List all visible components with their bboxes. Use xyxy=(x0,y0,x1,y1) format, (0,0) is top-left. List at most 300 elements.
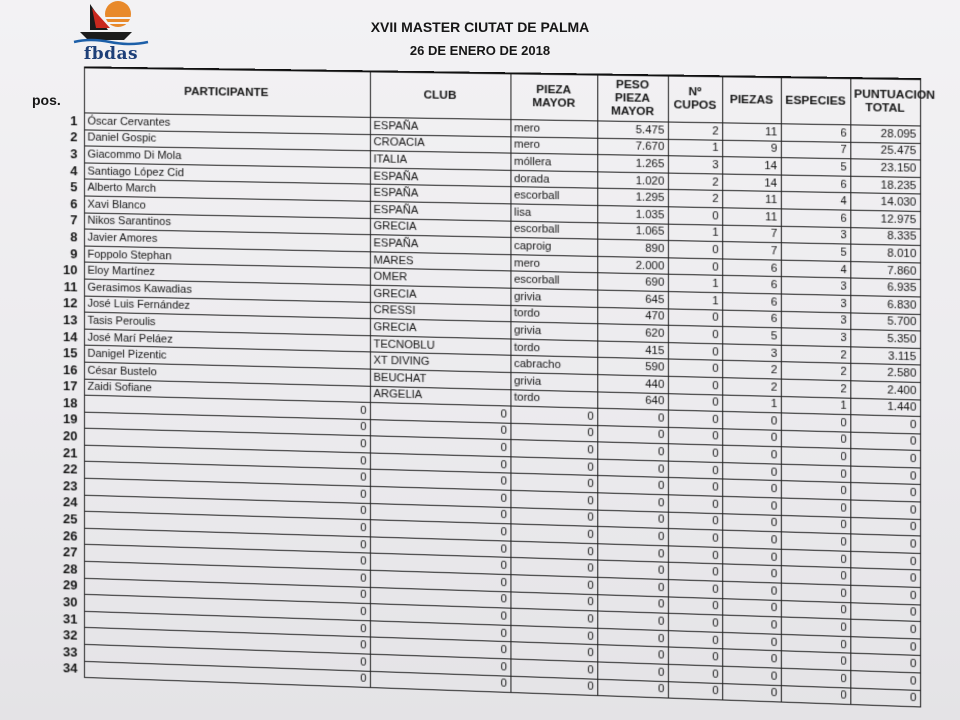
col-header-participante: PARTICIPANTE xyxy=(84,67,370,117)
participant-name: 0 xyxy=(84,395,370,419)
participant-name: 0 xyxy=(84,561,370,587)
num-piezas: 1 xyxy=(722,395,781,413)
row-position: 27 xyxy=(63,544,78,560)
num-piezas: 0 xyxy=(722,666,781,685)
row-position: 11 xyxy=(63,278,78,295)
puntuacion-total: 0 xyxy=(850,619,920,638)
num-especies: 3 xyxy=(781,226,850,244)
club-name: 0 xyxy=(370,671,510,693)
pieza-mayor: 0 xyxy=(510,642,597,662)
participant-name: 0 xyxy=(84,478,370,503)
peso-pieza-mayor: 1.065 xyxy=(597,222,668,240)
num-especies: 0 xyxy=(781,600,850,619)
num-piezas: 0 xyxy=(722,598,781,617)
pieza-mayor: 0 xyxy=(510,558,597,578)
participant-name: Javier Amores xyxy=(84,229,370,251)
num-cupos: 0 xyxy=(668,647,722,666)
num-cupos: 0 xyxy=(668,376,722,394)
club-name: 0 xyxy=(370,587,510,608)
participant-name: 0 xyxy=(84,528,370,553)
row-position: 16 xyxy=(63,361,78,378)
num-cupos: 0 xyxy=(668,410,722,428)
num-piezas: 0 xyxy=(722,513,781,532)
pieza-mayor: 0 xyxy=(510,608,597,628)
participant-name: 0 xyxy=(84,578,370,604)
pieza-mayor: 0 xyxy=(510,575,597,595)
peso-pieza-mayor: 1.035 xyxy=(597,205,668,223)
peso-pieza-mayor: 0 xyxy=(597,560,668,579)
num-piezas: 6 xyxy=(722,310,781,328)
num-cupos: 3 xyxy=(668,156,722,174)
pieza-mayor: escorball xyxy=(510,271,597,290)
participant-name: José Luis Fernández xyxy=(84,296,370,319)
num-especies: 4 xyxy=(781,260,850,278)
peso-pieza-mayor: 590 xyxy=(597,358,668,377)
participant-name: Giacommo Di Mola xyxy=(84,146,370,168)
num-cupos: 0 xyxy=(668,308,722,326)
num-especies: 6 xyxy=(781,124,850,142)
num-especies: 0 xyxy=(781,685,850,704)
num-especies: 2 xyxy=(781,345,850,364)
fbdas-logo xyxy=(70,0,152,62)
puntuacion-total: 0 xyxy=(850,654,920,673)
participant-name: 0 xyxy=(84,495,370,520)
num-cupos: 0 xyxy=(668,359,722,377)
puntuacion-total: 5.700 xyxy=(850,312,920,331)
num-piezas: 3 xyxy=(722,344,781,362)
club-name: 0 xyxy=(370,470,510,491)
peso-pieza-mayor: 0 xyxy=(597,645,668,664)
logo-text: fbdas xyxy=(83,44,139,64)
puntuacion-total: 0 xyxy=(850,551,920,570)
club-name: 0 xyxy=(370,436,510,457)
num-piezas: 0 xyxy=(722,547,781,566)
club-name: GRECIA xyxy=(370,218,510,238)
num-cupos: 0 xyxy=(668,444,722,462)
num-cupos: 1 xyxy=(668,291,722,309)
row-position: 5 xyxy=(70,179,78,195)
num-especies: 0 xyxy=(781,430,850,449)
participant-name: José Marí Peláez xyxy=(84,329,370,352)
participant-name: 0 xyxy=(84,412,370,436)
row-position: 14 xyxy=(63,328,78,344)
num-cupos: 0 xyxy=(668,580,722,599)
participant-name: 0 xyxy=(84,611,370,637)
participant-name: Alberto March xyxy=(84,179,370,201)
num-cupos: 0 xyxy=(668,681,722,700)
participant-name: 0 xyxy=(84,628,370,654)
pieza-mayor: lisa xyxy=(510,204,597,223)
participant-name: 0 xyxy=(84,512,370,537)
num-cupos: 0 xyxy=(668,325,722,343)
puntuacion-total: 8.335 xyxy=(850,227,920,245)
pieza-mayor: 0 xyxy=(510,423,597,442)
col-header-piezas: PIEZAS xyxy=(722,76,781,123)
pieza-mayor: 0 xyxy=(510,659,597,679)
peso-pieza-mayor: 1.295 xyxy=(597,189,668,207)
col-header-peso: PESO PIEZA MAYOR xyxy=(597,75,668,122)
pieza-mayor: caproig xyxy=(510,238,597,257)
club-name: 0 xyxy=(370,403,510,423)
num-piezas: 0 xyxy=(722,615,781,634)
pieza-mayor: 0 xyxy=(510,507,597,526)
num-especies: 0 xyxy=(781,532,850,551)
num-especies: 0 xyxy=(781,481,850,500)
pieza-mayor: tordo xyxy=(510,339,597,358)
num-piezas: 0 xyxy=(722,428,781,447)
num-especies: 7 xyxy=(781,141,850,159)
row-position: 20 xyxy=(63,428,78,444)
peso-pieza-mayor: 0 xyxy=(597,611,668,630)
peso-pieza-mayor: 640 xyxy=(597,391,668,410)
num-piezas: 7 xyxy=(722,242,781,260)
peso-pieza-mayor: 440 xyxy=(597,375,668,394)
row-position: 32 xyxy=(63,627,78,643)
num-cupos: 0 xyxy=(668,495,722,514)
peso-pieza-mayor: 0 xyxy=(597,544,668,563)
puntuacion-total: 0 xyxy=(850,585,920,604)
pieza-mayor: 0 xyxy=(510,524,597,543)
row-position: 19 xyxy=(63,411,78,428)
num-cupos: 2 xyxy=(668,173,722,191)
num-especies: 3 xyxy=(781,294,850,313)
club-name: 0 xyxy=(370,621,510,642)
peso-pieza-mayor: 0 xyxy=(597,577,668,596)
num-especies: 0 xyxy=(781,549,850,568)
num-cupos: 0 xyxy=(668,529,722,548)
num-cupos: 2 xyxy=(668,190,722,208)
puntuacion-total: 3.115 xyxy=(850,347,920,366)
row-position: 15 xyxy=(63,345,78,361)
num-especies: 3 xyxy=(781,328,850,347)
participant-name: César Bustelo xyxy=(84,362,370,386)
participant-name: Gerasimos Kawadias xyxy=(84,279,370,302)
row-position: 33 xyxy=(63,643,78,660)
col-header-total: PUNTUACION TOTAL xyxy=(850,78,920,126)
participant-name: 0 xyxy=(84,644,370,671)
puntuacion-total: 0 xyxy=(850,688,920,708)
pos-header-spacer xyxy=(58,67,84,113)
num-piezas: 11 xyxy=(722,208,781,226)
participant-name: 0 xyxy=(84,445,370,470)
peso-pieza-mayor: 0 xyxy=(597,459,668,478)
num-cupos: 0 xyxy=(668,546,722,565)
row-position: 6 xyxy=(70,195,78,212)
peso-pieza-mayor: 1.265 xyxy=(597,155,668,173)
num-piezas: 0 xyxy=(722,479,781,498)
num-especies: 0 xyxy=(781,515,850,534)
row-position: 9 xyxy=(70,245,78,261)
row-position: 3 xyxy=(70,146,78,162)
peso-pieza-mayor: 0 xyxy=(597,425,668,444)
peso-pieza-mayor: 0 xyxy=(597,408,668,427)
num-especies: 5 xyxy=(781,158,850,176)
num-especies: 0 xyxy=(781,566,850,585)
num-especies: 2 xyxy=(781,362,850,381)
row-position: 30 xyxy=(63,594,78,610)
pieza-mayor: mero xyxy=(510,136,597,154)
num-cupos: 0 xyxy=(668,630,722,649)
club-name: ESPAÑA xyxy=(370,235,510,255)
peso-pieza-mayor: 645 xyxy=(597,290,668,308)
row-position: 18 xyxy=(63,395,78,411)
row-position: 26 xyxy=(63,527,78,544)
num-especies: 0 xyxy=(781,668,850,687)
puntuacion-total: 0 xyxy=(850,449,920,468)
results-table-wrap xyxy=(58,66,936,708)
club-name: CROACIA xyxy=(370,134,510,153)
puntuacion-total: 0 xyxy=(850,671,920,690)
club-name: TECNOBLU xyxy=(370,335,510,355)
puntuacion-total: 2.580 xyxy=(850,364,920,383)
peso-pieza-mayor: 0 xyxy=(597,662,668,681)
page-title: XVII MASTER CIUTAT DE PALMA xyxy=(370,19,590,35)
num-piezas: 7 xyxy=(722,225,781,243)
num-piezas: 0 xyxy=(722,496,781,515)
participant-name: Eloy Martínez xyxy=(84,262,370,285)
num-cupos: 0 xyxy=(668,258,722,276)
peso-pieza-mayor: 415 xyxy=(597,341,668,360)
puntuacion-total: 1.440 xyxy=(850,398,920,417)
row-position: 21 xyxy=(63,444,78,461)
puntuacion-total: 18.235 xyxy=(850,176,920,194)
peso-pieza-mayor: 1.020 xyxy=(597,172,668,190)
participant-name: Tasis Peroulis xyxy=(84,312,370,335)
pieza-mayor: mero xyxy=(510,120,597,138)
num-piezas: 0 xyxy=(722,564,781,583)
puntuacion-total: 0 xyxy=(850,568,920,587)
participant-name: Santiago López Cid xyxy=(84,163,370,185)
num-piezas: 0 xyxy=(722,632,781,651)
num-cupos: 1 xyxy=(668,139,722,157)
num-especies: 0 xyxy=(781,447,850,466)
pieza-mayor: 0 xyxy=(510,625,597,645)
club-name: ESPAÑA xyxy=(370,201,510,220)
num-cupos: 0 xyxy=(668,613,722,632)
peso-pieza-mayor: 2.000 xyxy=(597,256,668,274)
pieza-mayor: 0 xyxy=(510,406,597,425)
puntuacion-total: 0 xyxy=(850,432,920,451)
num-piezas: 0 xyxy=(722,530,781,549)
row-position: 10 xyxy=(63,262,78,278)
pieza-mayor: dorada xyxy=(510,170,597,188)
pieza-mayor: 0 xyxy=(510,490,597,509)
num-piezas: 6 xyxy=(722,259,781,277)
row-position: 12 xyxy=(63,295,78,311)
participant-name: 0 xyxy=(84,428,370,452)
num-cupos: 0 xyxy=(668,393,722,411)
peso-pieza-mayor: 0 xyxy=(597,476,668,495)
club-name: OMER xyxy=(370,268,510,288)
club-name: 0 xyxy=(370,486,510,507)
club-name: ARGELIA xyxy=(370,386,510,406)
participant-name: Zaidi Sofiane xyxy=(84,379,370,403)
num-piezas: 0 xyxy=(722,445,781,464)
num-cupos: 0 xyxy=(668,241,722,259)
peso-pieza-mayor: 0 xyxy=(597,679,668,698)
num-piezas: 14 xyxy=(722,174,781,192)
sailboat-sun-icon xyxy=(70,0,152,46)
puntuacion-total: 0 xyxy=(850,500,920,519)
pieza-mayor: grivia xyxy=(510,322,597,341)
row-position: 25 xyxy=(63,511,78,527)
puntuacion-total: 7.860 xyxy=(850,261,920,280)
results-table xyxy=(58,66,936,708)
participant-name: 0 xyxy=(84,661,370,688)
row-position: 17 xyxy=(63,378,78,394)
event-date: 26 DE ENERO DE 2018 xyxy=(409,43,551,58)
num-piezas: 0 xyxy=(722,412,781,431)
num-piezas: 0 xyxy=(722,462,781,481)
num-especies: 6 xyxy=(781,209,850,227)
num-cupos: 1 xyxy=(668,275,722,293)
puntuacion-total: 14.030 xyxy=(850,193,920,211)
participant-name: Danigel Pizentic xyxy=(84,345,370,369)
num-piezas: 11 xyxy=(722,123,781,141)
row-position: 31 xyxy=(63,610,78,627)
pieza-mayor: escorball xyxy=(510,221,597,240)
club-name: 0 xyxy=(370,453,510,474)
num-cupos: 0 xyxy=(668,427,722,445)
peso-pieza-mayor: 0 xyxy=(597,493,668,512)
puntuacion-total: 0 xyxy=(850,517,920,536)
puntuacion-total: 0 xyxy=(850,466,920,485)
num-piezas: 5 xyxy=(722,327,781,345)
num-cupos: 0 xyxy=(668,512,722,531)
num-especies: 0 xyxy=(781,583,850,602)
num-piezas: 2 xyxy=(722,361,781,379)
col-header-especies: ESPECIES xyxy=(781,77,850,125)
club-name: ESPAÑA xyxy=(370,184,510,203)
pieza-mayor: grivia xyxy=(510,372,597,391)
row-position: 2 xyxy=(70,129,78,145)
puntuacion-total: 5.350 xyxy=(850,330,920,349)
pieza-mayor: grivia xyxy=(510,288,597,307)
pieza-mayor: mero xyxy=(510,254,597,273)
club-name: 0 xyxy=(370,637,510,659)
num-piezas: 6 xyxy=(722,293,781,311)
num-cupos: 0 xyxy=(668,478,722,496)
pieza-mayor: 0 xyxy=(510,592,597,612)
pieza-mayor: 0 xyxy=(510,457,597,476)
num-especies: 5 xyxy=(781,243,850,261)
club-name: 0 xyxy=(370,554,510,575)
puntuacion-total: 6.935 xyxy=(850,278,920,297)
puntuacion-total: 0 xyxy=(850,483,920,502)
pieza-mayor: móllera xyxy=(510,153,597,171)
pieza-mayor: 0 xyxy=(510,440,597,459)
num-cupos: 0 xyxy=(668,461,722,479)
peso-pieza-mayor: 0 xyxy=(597,510,668,529)
club-name: 0 xyxy=(370,654,510,676)
puntuacion-total: 0 xyxy=(850,636,920,655)
pieza-mayor: 0 xyxy=(510,541,597,561)
num-cupos: 2 xyxy=(668,122,722,140)
peso-pieza-mayor: 0 xyxy=(597,628,668,647)
pieza-mayor: 0 xyxy=(510,474,597,493)
pieza-mayor: 0 xyxy=(510,676,597,696)
row-position: 7 xyxy=(70,212,78,228)
num-especies: 0 xyxy=(781,464,850,483)
puntuacion-total: 23.150 xyxy=(850,159,920,177)
col-header-pieza-mayor: PIEZA MAYOR xyxy=(510,73,597,121)
num-piezas: 0 xyxy=(722,581,781,600)
row-position: 24 xyxy=(63,494,78,511)
row-position: 8 xyxy=(70,229,78,245)
num-cupos: 0 xyxy=(668,563,722,582)
num-especies: 0 xyxy=(781,634,850,653)
num-piezas: 14 xyxy=(722,157,781,175)
participant-name: 0 xyxy=(84,545,370,571)
col-header-club: CLUB xyxy=(370,71,510,119)
club-name: 0 xyxy=(370,419,510,440)
pieza-mayor: escorball xyxy=(510,187,597,205)
row-position: 13 xyxy=(63,312,78,328)
club-name: GRECIA xyxy=(370,319,510,339)
club-name: MARES xyxy=(370,252,510,272)
num-especies: 2 xyxy=(781,379,850,398)
puntuacion-total: 2.400 xyxy=(850,381,920,400)
participant-name: 0 xyxy=(84,595,370,621)
peso-pieza-mayor: 470 xyxy=(597,307,668,326)
puntuacion-total: 6.830 xyxy=(850,295,920,314)
club-name: 0 xyxy=(370,520,510,541)
puntuacion-total: 28.095 xyxy=(850,125,920,143)
club-name: 0 xyxy=(370,570,510,591)
num-especies: 0 xyxy=(781,413,850,432)
club-name: GRECIA xyxy=(370,285,510,305)
club-name: ESPAÑA xyxy=(370,117,510,136)
participant-name: Óscar Cervantes xyxy=(84,113,370,134)
row-position: 4 xyxy=(70,162,78,178)
peso-pieza-mayor: 620 xyxy=(597,324,668,343)
pieza-mayor: cabracho xyxy=(510,356,597,375)
row-position: 1 xyxy=(70,112,78,129)
results-table-body xyxy=(58,113,920,708)
num-piezas: 2 xyxy=(722,378,781,396)
puntuacion-total: 0 xyxy=(850,534,920,553)
puntuacion-total: 8.010 xyxy=(850,244,920,262)
participant-name: Foppolo Stephan xyxy=(84,246,370,269)
num-piezas: 11 xyxy=(722,191,781,209)
club-name: 0 xyxy=(370,537,510,558)
row-position: 29 xyxy=(63,577,78,594)
participant-name: 0 xyxy=(84,462,370,487)
club-name: ESPAÑA xyxy=(370,168,510,187)
peso-pieza-mayor: 0 xyxy=(597,442,668,461)
puntuacion-total: 0 xyxy=(850,602,920,621)
num-cupos: 1 xyxy=(668,224,722,242)
club-name: XT DIVING xyxy=(370,352,510,372)
club-name: 0 xyxy=(370,604,510,625)
num-especies: 6 xyxy=(781,175,850,193)
puntuacion-total: 0 xyxy=(850,415,920,434)
peso-pieza-mayor: 5.475 xyxy=(597,121,668,139)
pieza-mayor: tordo xyxy=(510,389,597,408)
num-especies: 0 xyxy=(781,498,850,517)
peso-pieza-mayor: 0 xyxy=(597,527,668,546)
num-especies: 3 xyxy=(781,311,850,330)
row-position: 23 xyxy=(63,478,78,494)
num-cupos: 0 xyxy=(668,207,722,225)
participant-name: Nikos Sarantinos xyxy=(84,213,370,235)
col-header-cupos: Nº CUPOS xyxy=(668,76,722,123)
puntuacion-total: 25.475 xyxy=(850,142,920,160)
row-position: 34 xyxy=(63,660,78,677)
participant-name: Daniel Gospic xyxy=(84,130,370,151)
num-cupos: 0 xyxy=(668,664,722,683)
pos-column-label: pos. xyxy=(32,92,61,108)
